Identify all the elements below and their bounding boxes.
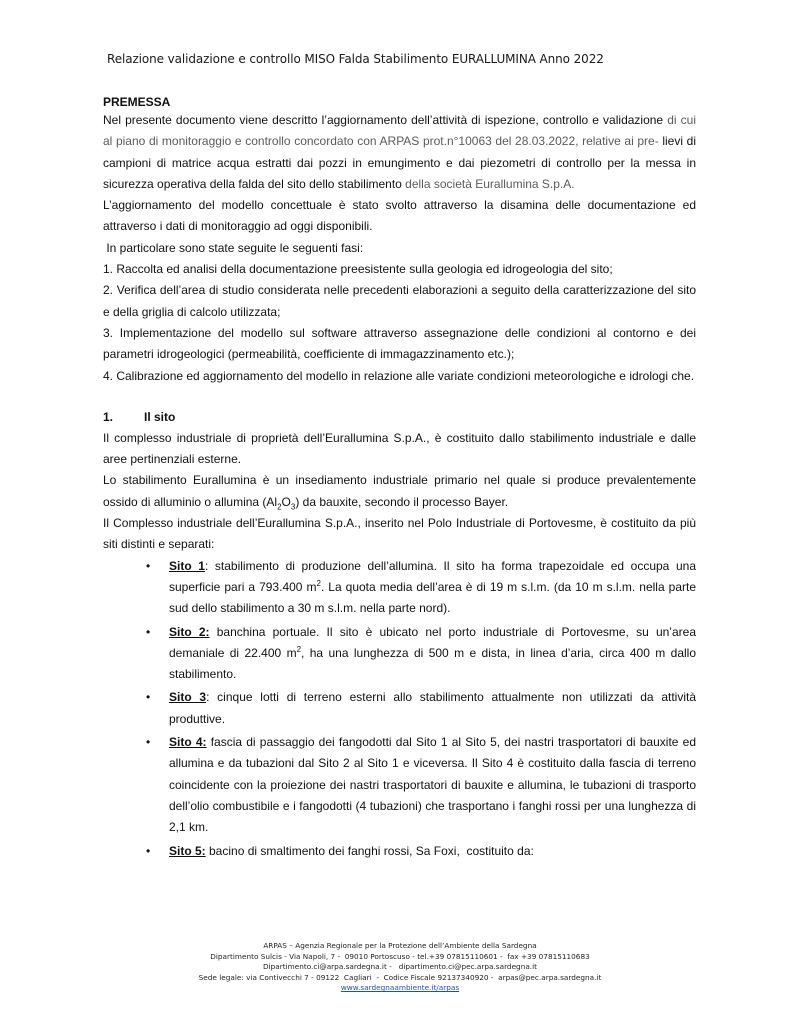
site-name: Sito 4: — [169, 735, 207, 750]
section-title: Il sito — [144, 409, 176, 424]
section-1-paragraph-1: Il complesso industriale di proprietà dell’Eurallumina S.p.A., è costituito dallo stabilimento industriale e dalle aree pertinenziali esterne. — [103, 430, 696, 467]
premessa-reference-text: di cui al piano di monitoraggio e controllo concordato con ARPAS prot.n°10063 del 28.03.2022, relative ai pre- — [103, 113, 697, 149]
superscript-2: 2 — [316, 578, 321, 588]
company-name-text: della società Eurallumina S.p.A. — [405, 176, 575, 191]
phase-step-3: 3. Implementazione del modello sul software attraverso assegnazione delle condizioni al contorno e dei parametri idrogeologici (permeabilità, coefficiente di immagazzinamento etc.); — [103, 325, 696, 362]
page-footer — [0, 941, 800, 994]
bullet-icon: • — [146, 624, 151, 639]
running-header: Relazione validazione e controllo MISO Falda Stabilimento EURALLUMINA Anno 2022 — [107, 52, 604, 66]
list-item-sito-4 — [146, 732, 696, 838]
site-description: bacino di smaltimento dei fanghi rossi, Sa Foxi, costituito da: — [205, 843, 534, 858]
premessa-paragraph-1 — [103, 110, 696, 195]
alumina-text: Lo stabilimento Eurallumina è un insediamento industriale primario nel quale si produce prevalentemente ossido di alluminio o allumina (Al — [103, 473, 696, 509]
footer-address: Dipartimento Sulcis - Via Napoli, 7 - 09010 Portoscuso - tel.+39 07815110601 - fax +39 07815110683 — [210, 951, 590, 961]
premessa-paragraph-3: In particolare sono state seguite le seguenti fasi: — [103, 240, 364, 255]
list-item-sito-1 — [146, 556, 697, 620]
site-description-cont: . La quota media dell’area è di 19 m s.l.m. (da 10 m s.l.m. nella parte sud dello stabilimento a 30 m s.l.m. nella parte nord). — [169, 579, 696, 616]
site-name: Sito 2: — [169, 624, 210, 639]
section-1-heading — [103, 407, 696, 428]
site-description: banchina portuale. Il sito è ubicato nel porto industriale di Portovesme, su un’area demaniale di 22.400 m — [169, 624, 696, 660]
site-description: : stabilimento di produzione dell’allumina. Il sito ha forma trapezoidale ed occupa una superficie pari a 793.400 m — [169, 558, 697, 594]
footer-agency-name: ARPAS – Agenzia Regionale per la Protezione dell’Ambiente della Sardegna — [263, 941, 537, 950]
bayer-process-text: ) da bauxite, secondo il processo Bayer. — [295, 494, 509, 509]
oxygen-symbol: O — [281, 494, 291, 509]
site-name: Sito 3 — [169, 690, 207, 705]
premessa-text: Nel presente documento viene descritto l’aggiornamento dell’attività di ispezione, controllo e validazione — [103, 113, 668, 127]
premessa-paragraph-2: L’aggiornamento del modello concettuale è stato svolto attraverso la disamina delle documentazione ed attraverso i dati di monitoraggio ad oggi disponibili. — [103, 198, 696, 234]
site-description-cont: , ha una lunghezza di 500 m e dista, in linea d’aria, circa 400 m dallo stabilimento. — [169, 645, 697, 682]
footer-website-link[interactable]: www.sardegnaambiente.it/arpas — [340, 983, 460, 993]
superscript-2: 2 — [296, 644, 302, 654]
phase-step-1: 1. Raccolta ed analisi della documentazione preesistente sulla geologia ed idrogeologia del sito; — [103, 262, 613, 277]
footer-emails: Dipartimento.ci@arpa.sardegna.it - dipartimento.ci@pec.arpa.sardegna.it — [263, 962, 537, 972]
premessa-text-cont: lievi di campioni di matrice acqua estratti dai pozzi in emungimento e dai piezometri di controllo per la messa in sicurezza operativa della falda del sito dello stabilimento — [103, 134, 696, 191]
phase-step-2: 2. Verifica dell’area di studio considerata nelle precedenti elaborazioni a seguito della caratterizzazione del sito e della griglia di calcolo utilizzata; — [103, 283, 696, 319]
list-item-sito-5 — [146, 841, 696, 862]
site-name: Sito 5: — [169, 843, 206, 858]
bullet-icon: • — [146, 843, 151, 858]
site-name: Sito 1 — [169, 558, 205, 573]
list-item-sito-2 — [146, 622, 697, 686]
site-description: : cinque lotti di terreno esterni allo stabilimento attualmente non utilizzati da attività produttive. — [169, 690, 697, 726]
bullet-icon: • — [146, 690, 151, 705]
list-item-sito-3 — [146, 687, 697, 730]
document-body — [103, 94, 696, 864]
section-number: 1. — [103, 409, 114, 424]
section-1-paragraph-3: Il Complesso industriale dell’Eurallumina S.p.A., inserito nel Polo Industriale di Portovesme, è costituito da più siti distinti e separati: — [103, 516, 696, 552]
subscript-2: 2 — [277, 502, 282, 512]
site-description: fascia di passaggio dei fangodotti dal Sito 1 al Sito 5, dei nastri trasportatori di bauxite ed allumina e da tubazioni dal Sito 2 al Sito 1 e viceversa. Il Sito 4 è costituito dalla fascia di terreno coincidente con la proiezione dei nastri trasportatori di bauxite e allumina, le tubazioni di trasporto dell’olio combustibile e i fangodotti (4 tubazioni) che trasportano i fanghi rossi per una lunghezza di 2,1 km. — [169, 735, 696, 835]
bullet-icon: • — [146, 735, 151, 750]
section-1-paragraph-2 — [103, 470, 696, 513]
phase-step-4: 4. Calibrazione ed aggiornamento del modello in relazione alle variate condizioni meteorologiche e idrologi che. — [103, 368, 695, 383]
premessa-heading: PREMESSA — [103, 95, 171, 109]
sites-list — [103, 556, 696, 862]
bullet-icon: • — [146, 558, 151, 573]
footer-legal-seat: Sede legale: via Contivecchi 7 - 09122 Cagliari - Codice Fiscale 92137340920 - arpas@pec.arpa.sardegna.it — [198, 972, 602, 982]
subscript-3: 3 — [290, 502, 296, 512]
